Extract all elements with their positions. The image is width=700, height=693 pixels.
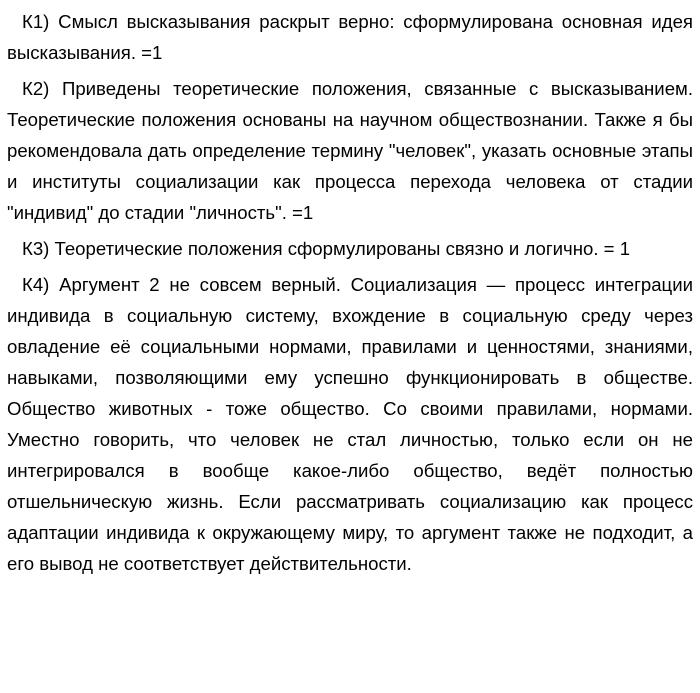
criterion-k1-paragraph: К1) Смысл высказывания раскрыт верно: сформулирована основная идея высказывания. =1 [7, 11, 693, 63]
criterion-k3-paragraph: К3) Теоретические положения сформулированы связно и логично. = 1 [22, 238, 631, 259]
document-body [7, 6, 693, 584]
criterion-k2-paragraph: К2) Приведены теоретические положения, связанные с высказыванием. Теоретические положения основаны на научном обществознании. Также я бы рекомендовала дать определение термину "человек", указать основные этапы и институты социализации как процесса перехода человека от стадии "индивид" до стадии "личность". =1 [7, 78, 693, 223]
criterion-k4-paragraph: К4) Аргумент 2 не совсем верный. Социализация — процесс интеграции индивида в социальную систему, вхождение в социальную среду через овладение её социальными нормами, правилами и ценностями, знаниями, навыками, позволяющими ему успешно функционировать в обществе. Общество животных - тоже общество. Со своими правилами, нормами. Уместно говорить, что человек не стал личностью, только если он не интегрировался в вообще какое-либо общество, ведёт полностью отшельническую жизнь. Если рассматривать социализацию как процесс адаптации индивида к окружающему миру, то аргумент также не подходит, а его вывод не соответствует действительности. [7, 274, 693, 574]
